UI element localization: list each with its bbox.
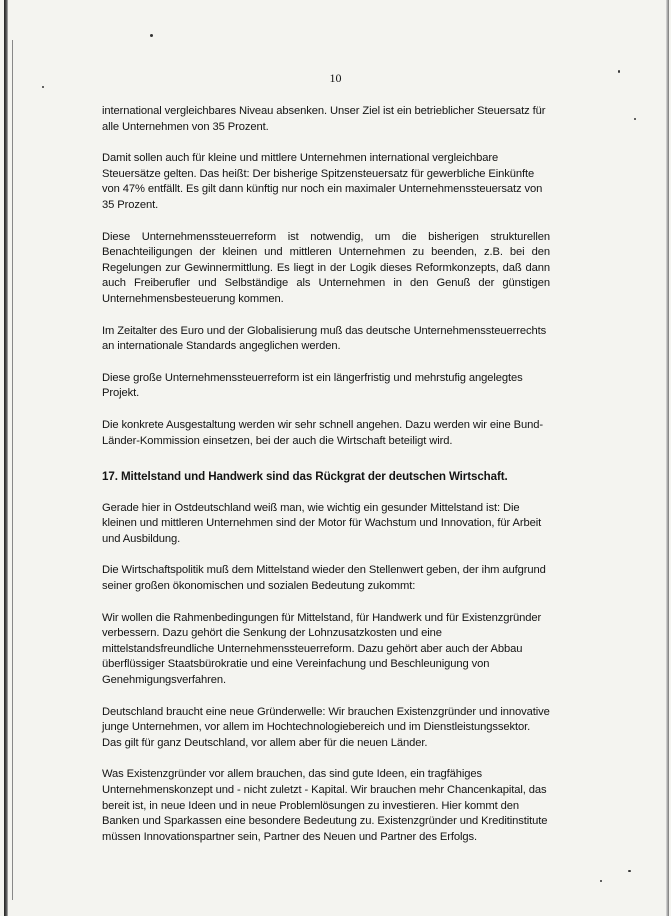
paragraph: Die Wirtschaftspolitik muß dem Mittelstand wieder den Stellenwert geben, der ihm aufgrund seiner großen ökonomischen und sozialen Bedeutung zukommt: [102, 564, 546, 593]
scan-speck [600, 880, 602, 882]
paragraph: Wir wollen die Rahmenbedingungen für Mittelstand, für Handwerk und für Existenzgründer verbessern. Dazu gehört die Senkung der Lohnzusatzkosten und eine mittelstandsfreundliche Unternehmenssteuerreform. Dazu gehört aber auch der Abbau überflüssiger Staatsbürokratie und eine Vereinfachung und Beschleunigung von Genehmigungsverfahren. [102, 611, 542, 687]
scan-speck [150, 34, 153, 37]
paragraph: Was Existenzgründer vor allem brauchen, das sind gute Ideen, ein tragfähiges Unternehmenskonzept und - nicht zuletzt - Kapital. Wir brauchen mehr Chancenkapital, das bereit ist, in neue Ideen und in neue Problemlösungen zu investieren. Hier kommt den Banken und Sparkassen eine besondere Bedeutung zu. Existenzgründer und Kreditinstitute müssen Innovationspartner sein, Partner des Neuen und Partner des Erfolgs. [102, 768, 548, 843]
scan-speck [628, 870, 631, 872]
scan-speck [42, 86, 44, 88]
section-heading: 17. Mittelstand und Handwerk sind das Rückgrat der deutschen Wirtschaft. [102, 470, 508, 484]
paragraph: Die konkrete Ausgestaltung werden wir sehr schnell angehen. Dazu werden wir eine Bund-Länder-Kommission einsetzen, bei der auch die Wirtschaft beteiligt wird. [102, 418, 544, 447]
paragraph: Diese große Unternehmenssteuerreform ist ein längerfristig und mehrstufig angelegtes Projekt. [102, 371, 523, 400]
binder-edge [4, 0, 8, 916]
document-body [102, 104, 550, 861]
binder-edge-line [12, 40, 13, 900]
page-number: 10 [329, 71, 342, 85]
paragraph: Deutschland braucht eine neue Gründerwelle: Wir brauchen Existenzgründer und innovative junge Unternehmen, vor allem im Hochtechnologiebereich und im Dienstleistungssektor. Das gilt für ganz Deutschland, vor allem aber für die neuen Länder. [102, 705, 550, 749]
page-right-edge [666, 0, 669, 916]
paragraph: Diese Unternehmenssteuerreform ist notwendig, um die bisherigen strukturellen Benachteiligungen der kleinen und mittleren Unternehmen zu beenden, z.B. bei den Regelungen zur Gewinnermittlung. Es liegt in der Logik dieses Reformkonzepts, daß dann auch Freiberufler und Selbständige als Unternehmen in den Genuß der günstigen Unternehmensbesteuerung kommen. [102, 230, 550, 305]
paragraph: Damit sollen auch für kleine und mittlere Unternehmen international vergleichbare Steuersätze gelten. Das heißt: Der bisherige Spitzensteuersatz für gewerbliche Einkünfte von 47% entfällt. Es gilt dann künftig nur noch ein maximaler Unternehmenssteuersatz von 35 Prozent. [102, 152, 543, 211]
paragraph: international vergleichbares Niveau absenken. Unser Ziel ist ein betrieblicher Steuersatz für alle Unternehmen von 35 Prozent. [102, 105, 546, 133]
paragraph: Im Zeitalter des Euro und der Globalisierung muß das deutsche Unternehmenssteuerrechts an internationale Standards angeglichen werden. [102, 324, 547, 353]
scan-speck [634, 118, 636, 120]
paragraph: Gerade hier in Ostdeutschland weiß man, wie wichtig ein gesunder Mittelstand ist: Die kleinen und mittleren Unternehmen sind der Motor für Wachstum und Innovation, für Arbeit und Ausbildung. [102, 501, 542, 545]
